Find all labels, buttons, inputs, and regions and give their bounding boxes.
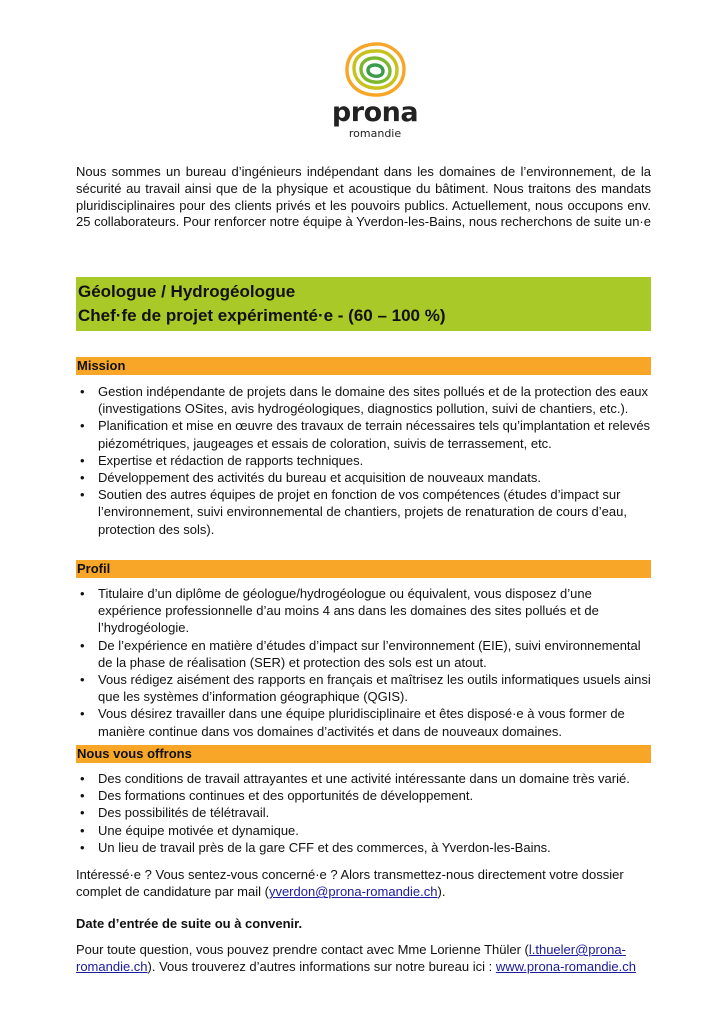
apply-paragraph: Intéressé·e ? Vous sentez-vous concerné·e ? Alors transmettez-nous directement votre dossier complet de candidature par mail (yverdon@prona-romandie.ch). <box>76 867 624 900</box>
website-link[interactable]: www.prona-romandie.ch <box>495 959 637 975</box>
list-item: • Titulaire d’un diplôme de géologue/hydrogéologue ou équivalent, vous disposez d’une expérience professionnelle d’au moins 4 ans dans les domaines des sites pollués et de l’hydrogéologie. <box>76 585 651 637</box>
job-title: Géologue / Hydrogéologue <box>78 282 296 301</box>
logo-wordmark: prona <box>331 97 419 128</box>
list-item: • Des possibilités de télétravail. <box>76 804 651 821</box>
section-heading-profil: Profil <box>76 560 651 578</box>
job-title-band <box>76 277 651 331</box>
list-item: • Une équipe motivée et dynamique. <box>76 822 651 839</box>
contact-paragraph: Pour toute question, vous pouvez prendre contact avec Mme Lorienne Thüler (l.thueler@prona-romandie.ch). Vous trouverez d’autres informations sur notre bureau ici : www.prona-romandie.ch <box>76 942 637 975</box>
list-item: • De l’expérience en matière d’études d’impact sur l’environnement (EIE), suivi environnemental de la phase de réalisation (SER) et protection des sols est un atout. <box>76 637 651 671</box>
company-logo <box>330 40 420 140</box>
section-heading-offre: Nous vous offrons <box>76 745 651 763</box>
list-item: • Développement des activités du bureau et acquisition de nouveaux mandats. <box>76 469 651 486</box>
contact-email-link[interactable]: l.thueler@prona-romandie.ch <box>76 942 626 975</box>
job-subtitle: Chef·fe de projet expérimenté·e - (60 – 100 %) <box>78 306 446 325</box>
offre-list <box>76 770 651 856</box>
mission-list <box>76 383 651 538</box>
start-date: Date d’entrée de suite ou à convenir. <box>76 916 303 931</box>
logo-subtitle: romandie <box>348 127 402 140</box>
list-item: • Vous rédigez aisément des rapports en français et maîtrisez les outils informatiques usuels ainsi que les systèmes d’information géographique (QGIS). <box>76 671 651 705</box>
list-item: • Gestion indépendante de projets dans le domaine des sites pollués et de la protection des eaux (investigations OSites, avis hydrogéologiques, diagnostics pollution, suivi de chantiers, etc.). <box>76 383 651 417</box>
list-item: • Soutien des autres équipes de projet en fonction de vos compétences (études d’impact sur l’environnement, suivi environnemental de chantiers, projets de renaturation de cours d’eau, protection des sols). <box>76 486 651 538</box>
list-item: • Expertise et rédaction de rapports techniques. <box>76 452 651 469</box>
profil-list <box>76 585 651 740</box>
intro-paragraph: Nous sommes un bureau d’ingénieurs indépendant dans les domaines de l’environnement, de la sécurité au travail ainsi que de la physique et acoustique du bâtiment. Nous traitons des mandats pluridisciplinaires pour des clients privés et les pouvoirs publics. Actuellement, nous occupons env. 25 collaborateurs. Pour renforcer notre équipe à Yverdon-les-Bains, nous recherchons de suite un·e <box>76 164 651 230</box>
section-heading-mission: Mission <box>76 357 651 375</box>
list-item: • Un lieu de travail près de la gare CFF et des commerces, à Yverdon-les-Bains. <box>76 839 651 856</box>
apply-email-link[interactable]: yverdon@prona-romandie.ch <box>268 884 438 900</box>
prona-swirl-icon <box>342 40 408 98</box>
list-item: • Planification et mise en œuvre des travaux de terrain nécessaires tels qu’implantation et relevés piézométriques, jaugeages et essais de coloration, suivis de terrassement, etc. <box>76 417 651 451</box>
list-item: • Des conditions de travail attrayantes et une activité intéressante dans un domaine très varié. <box>76 770 651 787</box>
list-item: • Des formations continues et des opportunités de développement. <box>76 787 651 804</box>
list-item: • Vous désirez travailler dans une équipe pluridisciplinaire et êtes disposé·e à vous former de manière continue dans vos domaines d’activités et dans de nouveaux domaines. <box>76 705 651 739</box>
